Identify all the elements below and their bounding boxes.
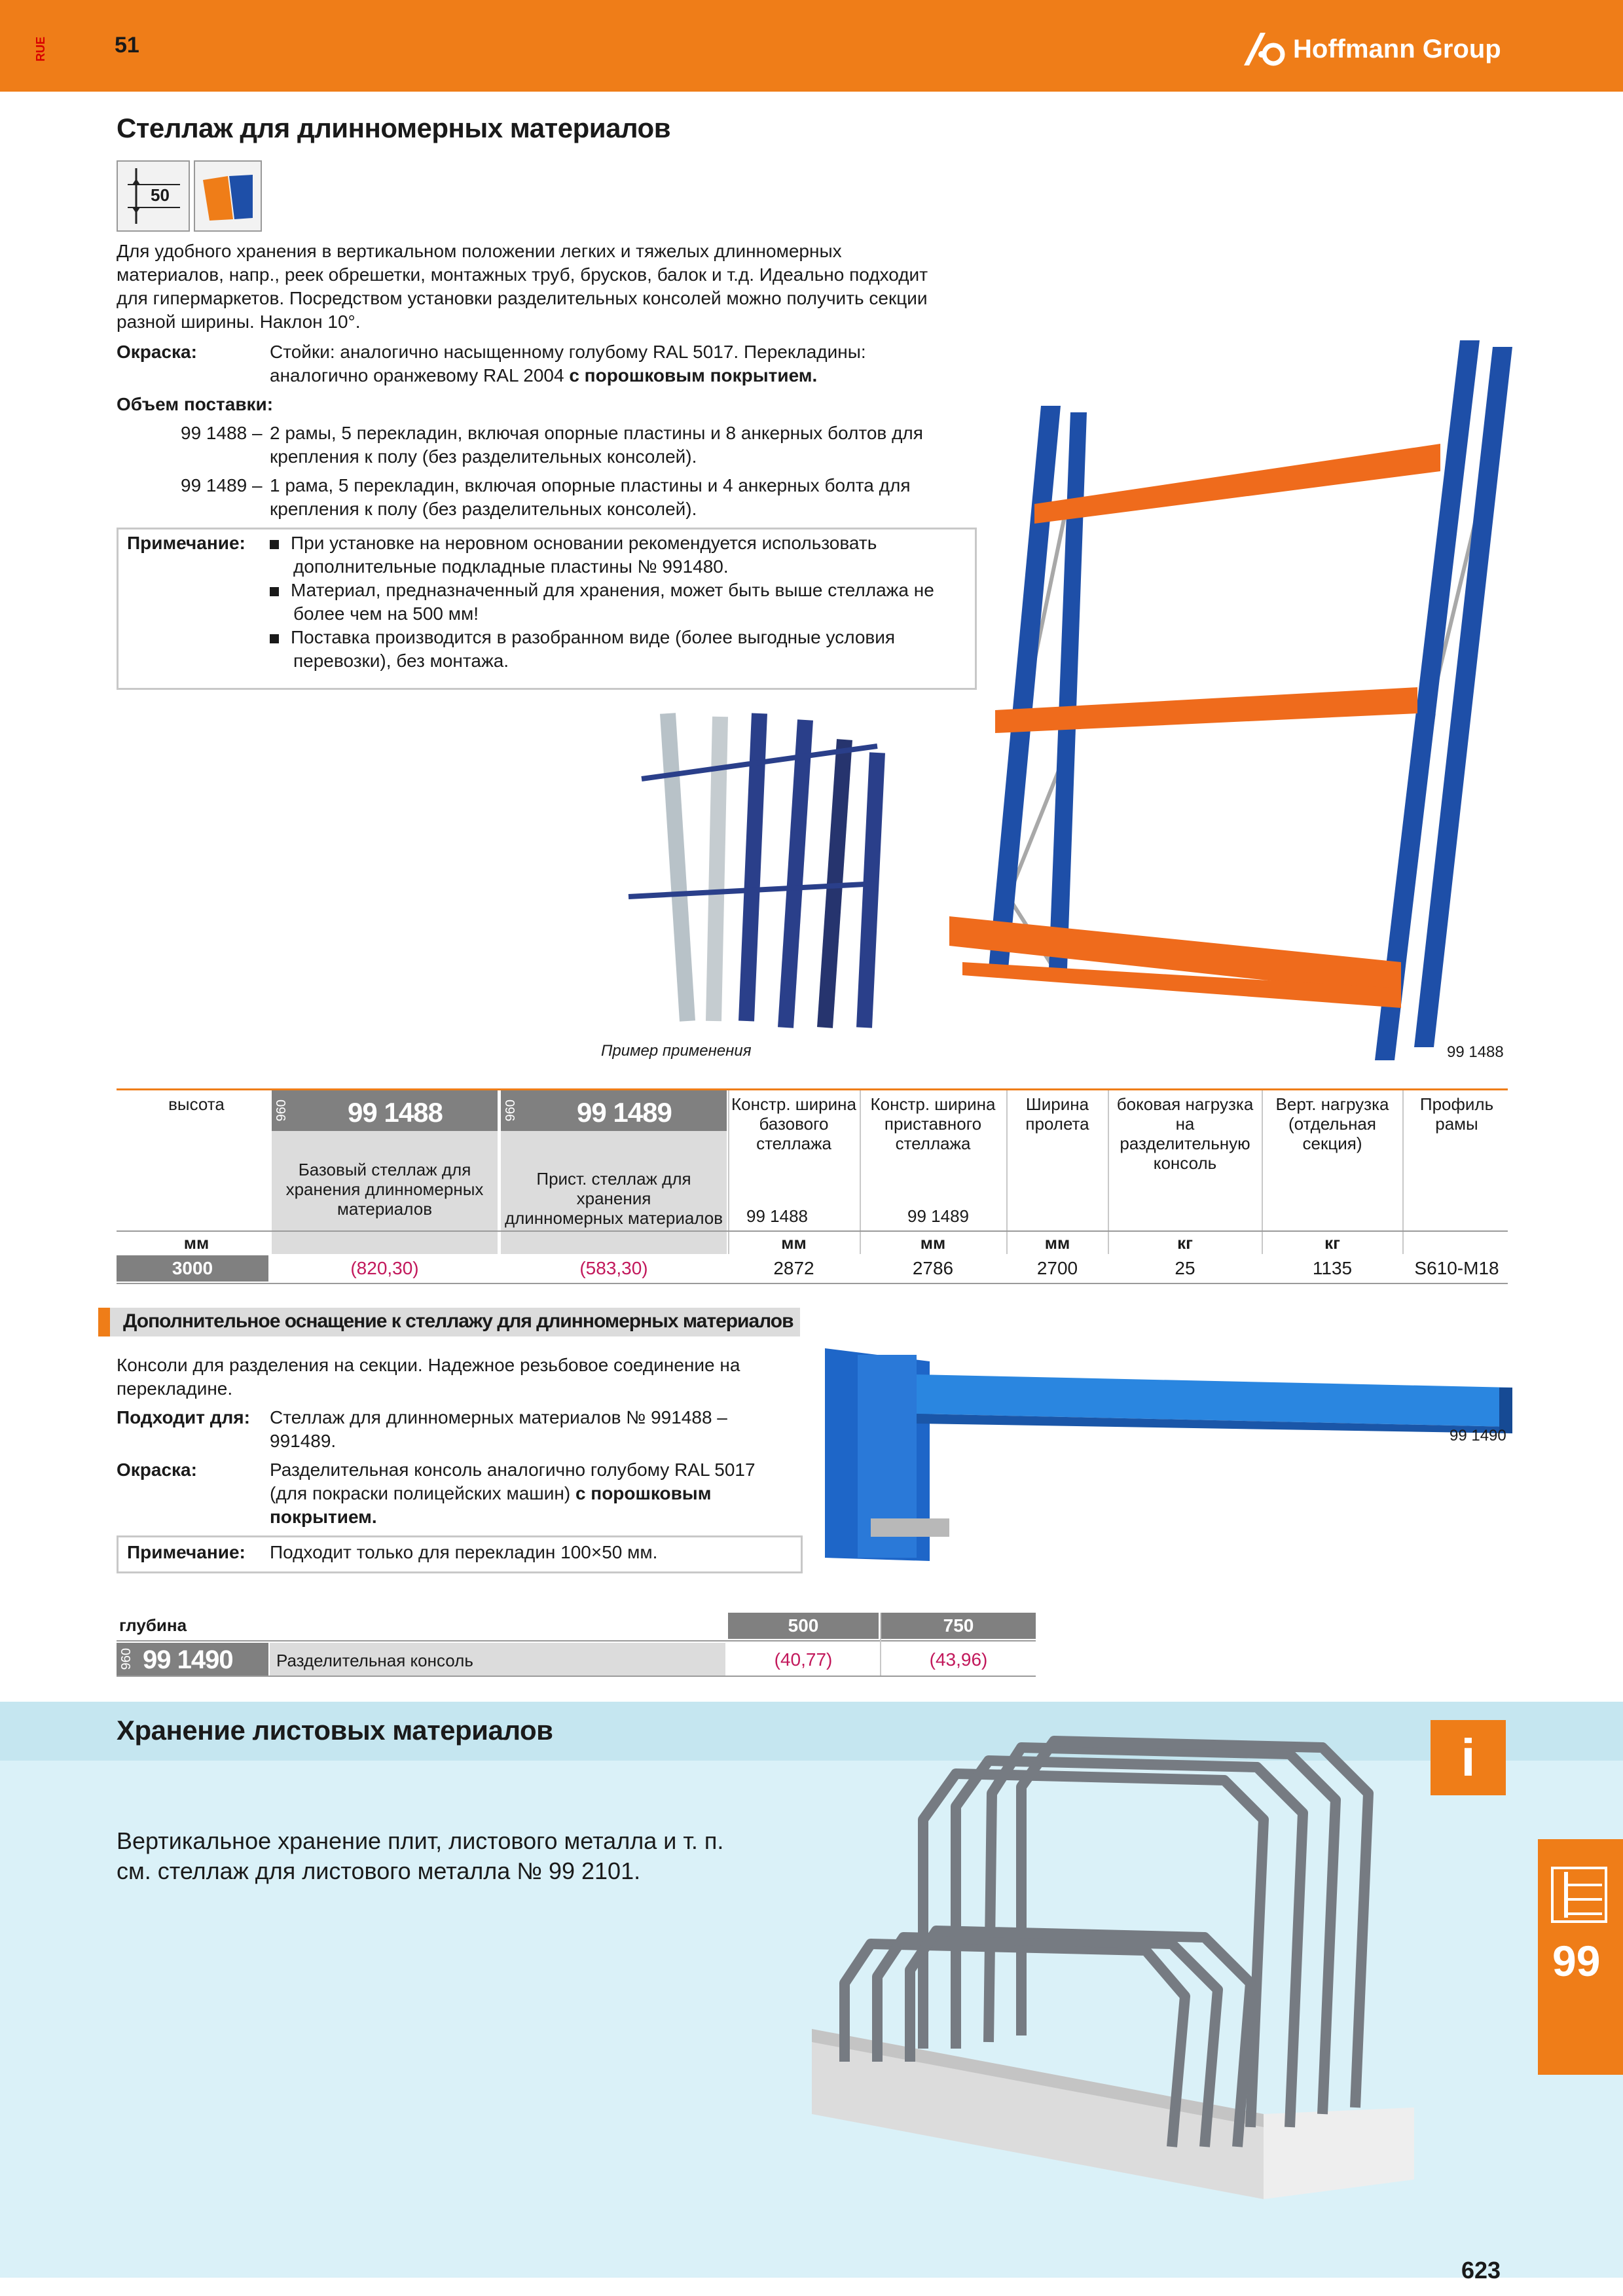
desc-line: Консоли для разделения на секции. Надежное резьбовое соединение на <box>117 1355 740 1375</box>
desc-line: Прист. стеллаж для хранения <box>536 1169 691 1208</box>
desc-line: материалов <box>337 1199 433 1219</box>
paint-line: аналогично оранжевому RAL 2004 <box>270 365 570 386</box>
col-divider <box>728 1090 729 1254</box>
section2-title-marker <box>98 1308 110 1336</box>
article-number: 99 1490 <box>143 1645 233 1674</box>
unit: кг <box>1324 1233 1340 1253</box>
note-line: Поставка производится в разобранном виде (более выгодные условия <box>291 627 896 647</box>
col-subheader: 99 1488 <box>746 1206 808 1226</box>
table-bottom-rule <box>117 1283 1508 1284</box>
article-header-1 <box>272 1090 498 1131</box>
brand-logo <box>1241 26 1516 72</box>
section2-description <box>117 1354 811 1401</box>
unit-rule <box>117 1230 1508 1232</box>
scope-line: 2 рамы, 5 перекладин, включая опорные пластины и 8 анкерных болтов для <box>270 423 923 443</box>
col-height-header: высота <box>168 1094 225 1114</box>
note-item <box>270 531 964 555</box>
col-header-line: стеллажа <box>756 1134 831 1153</box>
fits-line: Стеллаж для длинномерных материалов № 991488 – <box>270 1407 727 1427</box>
desc-line: Базовый стеллаж для <box>298 1160 471 1179</box>
caption-product: 99 1488 <box>1447 1043 1504 1061</box>
table2-bottom-rule <box>117 1676 1036 1677</box>
description-line: для гипермаркетов. Посредством установки разделительных консолей можно получить секции <box>117 288 928 308</box>
price-750: (43,96) <box>929 1649 988 1670</box>
price-500: (40,77) <box>774 1649 833 1670</box>
fits-label: Подходит для: <box>117 1407 250 1427</box>
brand-name: Hoffmann Group <box>1293 34 1501 63</box>
dimension-spec-icon <box>117 160 190 232</box>
scope-label: Объем поставки: <box>117 394 274 414</box>
desc-line: длинномерных материалов <box>504 1208 723 1228</box>
col-divider <box>1262 1090 1263 1254</box>
section3-line: см. стеллаж для листового металла № 99 2101. <box>117 1857 641 1884</box>
paint-line: (для покраски полицейских машин) <box>270 1483 575 1503</box>
note-item <box>270 626 964 649</box>
prefix: 960 <box>119 1648 134 1670</box>
col-header <box>730 1094 858 1153</box>
col-depth-header: глубина <box>119 1615 187 1635</box>
col-header <box>1008 1094 1106 1134</box>
col-header <box>1110 1094 1260 1173</box>
product-description <box>117 240 994 334</box>
console-desc: Разделительная консоль <box>276 1651 473 1670</box>
scope-line: крепления к полу (без разделительных консолей). <box>270 446 697 467</box>
unit-height: мм <box>183 1233 210 1253</box>
scope-line: 1 рама, 5 перекладин, включая опорные пластины и 4 анкерных болта для <box>270 475 911 495</box>
note-item <box>270 579 964 602</box>
chapter-number: 51 <box>115 33 139 58</box>
col-divider <box>1006 1090 1008 1254</box>
height-value: 3000 <box>172 1258 213 1278</box>
note-label: Примечание: <box>127 533 246 553</box>
price-991488: (820,30) <box>350 1258 419 1278</box>
unit: мм <box>781 1233 807 1253</box>
description-line: Для удобного хранения в вертикальном положении легких и тяжелых длинномерных <box>117 241 842 261</box>
note-label: Примечание: <box>127 1542 246 1562</box>
section3-text <box>117 1826 723 1886</box>
scope-line: крепления к полу (без разделительных консолей). <box>270 499 697 519</box>
application-example-image <box>589 700 903 1041</box>
article-header-console <box>117 1643 268 1676</box>
notes-list <box>270 531 964 673</box>
cell-value: 2700 <box>1036 1258 1078 1278</box>
prefix: 960 <box>503 1100 518 1122</box>
bullet-icon <box>270 634 279 643</box>
col-header-line: рамы <box>1435 1114 1478 1134</box>
cell-value: 1135 <box>1312 1258 1353 1278</box>
caption-example: Пример применения <box>601 1042 752 1060</box>
scope-item <box>270 422 990 469</box>
note-line: перевозки), без монтажа. <box>293 651 509 671</box>
chapter-tab-number: 99 <box>1552 1937 1601 1985</box>
article-number: 99 1489 <box>577 1097 672 1128</box>
spec-value: 50 <box>151 185 170 205</box>
col-header-line: разделительную <box>1120 1134 1250 1153</box>
col-header-line: Констр. ширина <box>870 1094 996 1114</box>
scope-code: 99 1489 – <box>181 475 263 495</box>
col-header-line: пролета <box>1025 1114 1089 1134</box>
cell-value: 2786 <box>912 1258 954 1278</box>
paint-line: Разделительная консоль аналогично голубому RAL 5017 <box>270 1460 756 1480</box>
col-header-line: Верт. нагрузка <box>1275 1094 1389 1114</box>
note-text: Подходит только для перекладин 100×50 мм. <box>270 1542 658 1562</box>
unit: кг <box>1177 1233 1193 1253</box>
caption-console: 99 1490 <box>1450 1427 1506 1444</box>
info-icon[interactable]: i <box>1431 1720 1506 1795</box>
description-line: материалов, напр., реек обрешетки, монтажных труб, брусков, балок и т.д. Идеально подходит <box>117 264 928 285</box>
col-header <box>1404 1094 1509 1134</box>
fits-text <box>270 1406 807 1453</box>
separator-console-image <box>818 1335 1525 1571</box>
col-subheader: 99 1489 <box>907 1206 969 1226</box>
note-line: При установке на неровном основании рекомендуется использовать <box>291 533 877 553</box>
description-line: разной ширины. Наклон 10°. <box>117 312 361 332</box>
article-desc-2 <box>501 1169 727 1228</box>
cell-value: 25 <box>1175 1258 1195 1278</box>
long-material-rack-image <box>936 308 1539 1060</box>
desc-line: перекладине. <box>117 1378 233 1399</box>
paint-line-bold: с порошковым покрытием. <box>569 365 818 386</box>
paint-line-bold: с порошковым <box>575 1483 712 1503</box>
section3-line: Вертикальное хранение плит, листового металла и т. п. <box>117 1827 724 1854</box>
fits-line: 991489. <box>270 1431 337 1451</box>
paint-label: Окраска: <box>117 1460 197 1480</box>
note-line: более чем на 500 мм! <box>293 603 479 624</box>
cell-value: 2872 <box>773 1258 814 1278</box>
col-divider <box>1402 1090 1404 1254</box>
unit: мм <box>920 1233 946 1253</box>
note-line: дополнительные подкладные пластины № 991480. <box>293 556 729 577</box>
paint-label: Окраска: <box>117 342 197 362</box>
bullet-icon <box>270 540 279 549</box>
paint-line: Стойки: аналогично насыщенному голубому RAL 5017. Перекладины: <box>270 342 866 362</box>
article-desc-1 <box>272 1160 498 1219</box>
note-line: Материал, предназначенный для хранения, может быть выше стеллажа не <box>291 580 934 600</box>
col-divider <box>880 1613 881 1676</box>
desc-line: хранения длинномерных <box>285 1179 484 1199</box>
col-header-line: Профиль <box>1419 1094 1494 1114</box>
hoffmann-logo-icon <box>1241 29 1286 69</box>
bullet-icon <box>270 587 279 596</box>
shelf-icon <box>1550 1865 1609 1924</box>
table2-rule <box>117 1640 1036 1641</box>
color-swatch-icon <box>194 160 262 232</box>
col-header-line: стеллажа <box>895 1134 971 1153</box>
col-header-line: Ширина <box>1025 1094 1089 1114</box>
col-header <box>861 1094 1005 1153</box>
sheet-metal-rack-image <box>805 1721 1434 2219</box>
paint-text <box>270 1458 807 1529</box>
page-number: 623 <box>1461 2257 1501 2284</box>
col-header-line: приставного <box>884 1114 982 1134</box>
section-title-long-materials: Стеллаж для длинномерных материалов <box>117 113 671 143</box>
col-divider <box>1108 1090 1109 1254</box>
scope-code: 99 1488 – <box>181 423 263 443</box>
article-header-2 <box>501 1090 727 1131</box>
col-header-line: (отдельная <box>1288 1114 1376 1134</box>
language-code: RUE <box>34 36 47 62</box>
col-header-line: Констр. ширина <box>731 1094 856 1114</box>
depth-750: 750 <box>943 1615 974 1636</box>
col-header-line: секция) <box>1302 1134 1362 1153</box>
col-divider <box>860 1090 861 1254</box>
article-number: 99 1488 <box>348 1097 443 1128</box>
cell-value: S610-M18 <box>1414 1258 1499 1278</box>
prefix: 960 <box>274 1100 289 1122</box>
unit: мм <box>1044 1233 1070 1253</box>
col-header <box>1264 1094 1401 1153</box>
section2-title: Дополнительное оснащение к стеллажу для длинномерных материалов <box>123 1310 793 1332</box>
col-header-line: боковая нагрузка на <box>1116 1094 1254 1134</box>
section3-title: Хранение листовых материалов <box>117 1715 553 1746</box>
col-header-line: базового <box>759 1114 829 1134</box>
col-header-line: консоль <box>1153 1153 1217 1173</box>
chapter-side-tab[interactable] <box>1538 1839 1623 2075</box>
scope-item <box>270 474 990 521</box>
paint-line-bold: покрытием. <box>270 1507 377 1527</box>
paint-text <box>270 340 990 387</box>
price-991489: (583,30) <box>579 1258 648 1278</box>
depth-500: 500 <box>788 1615 819 1636</box>
